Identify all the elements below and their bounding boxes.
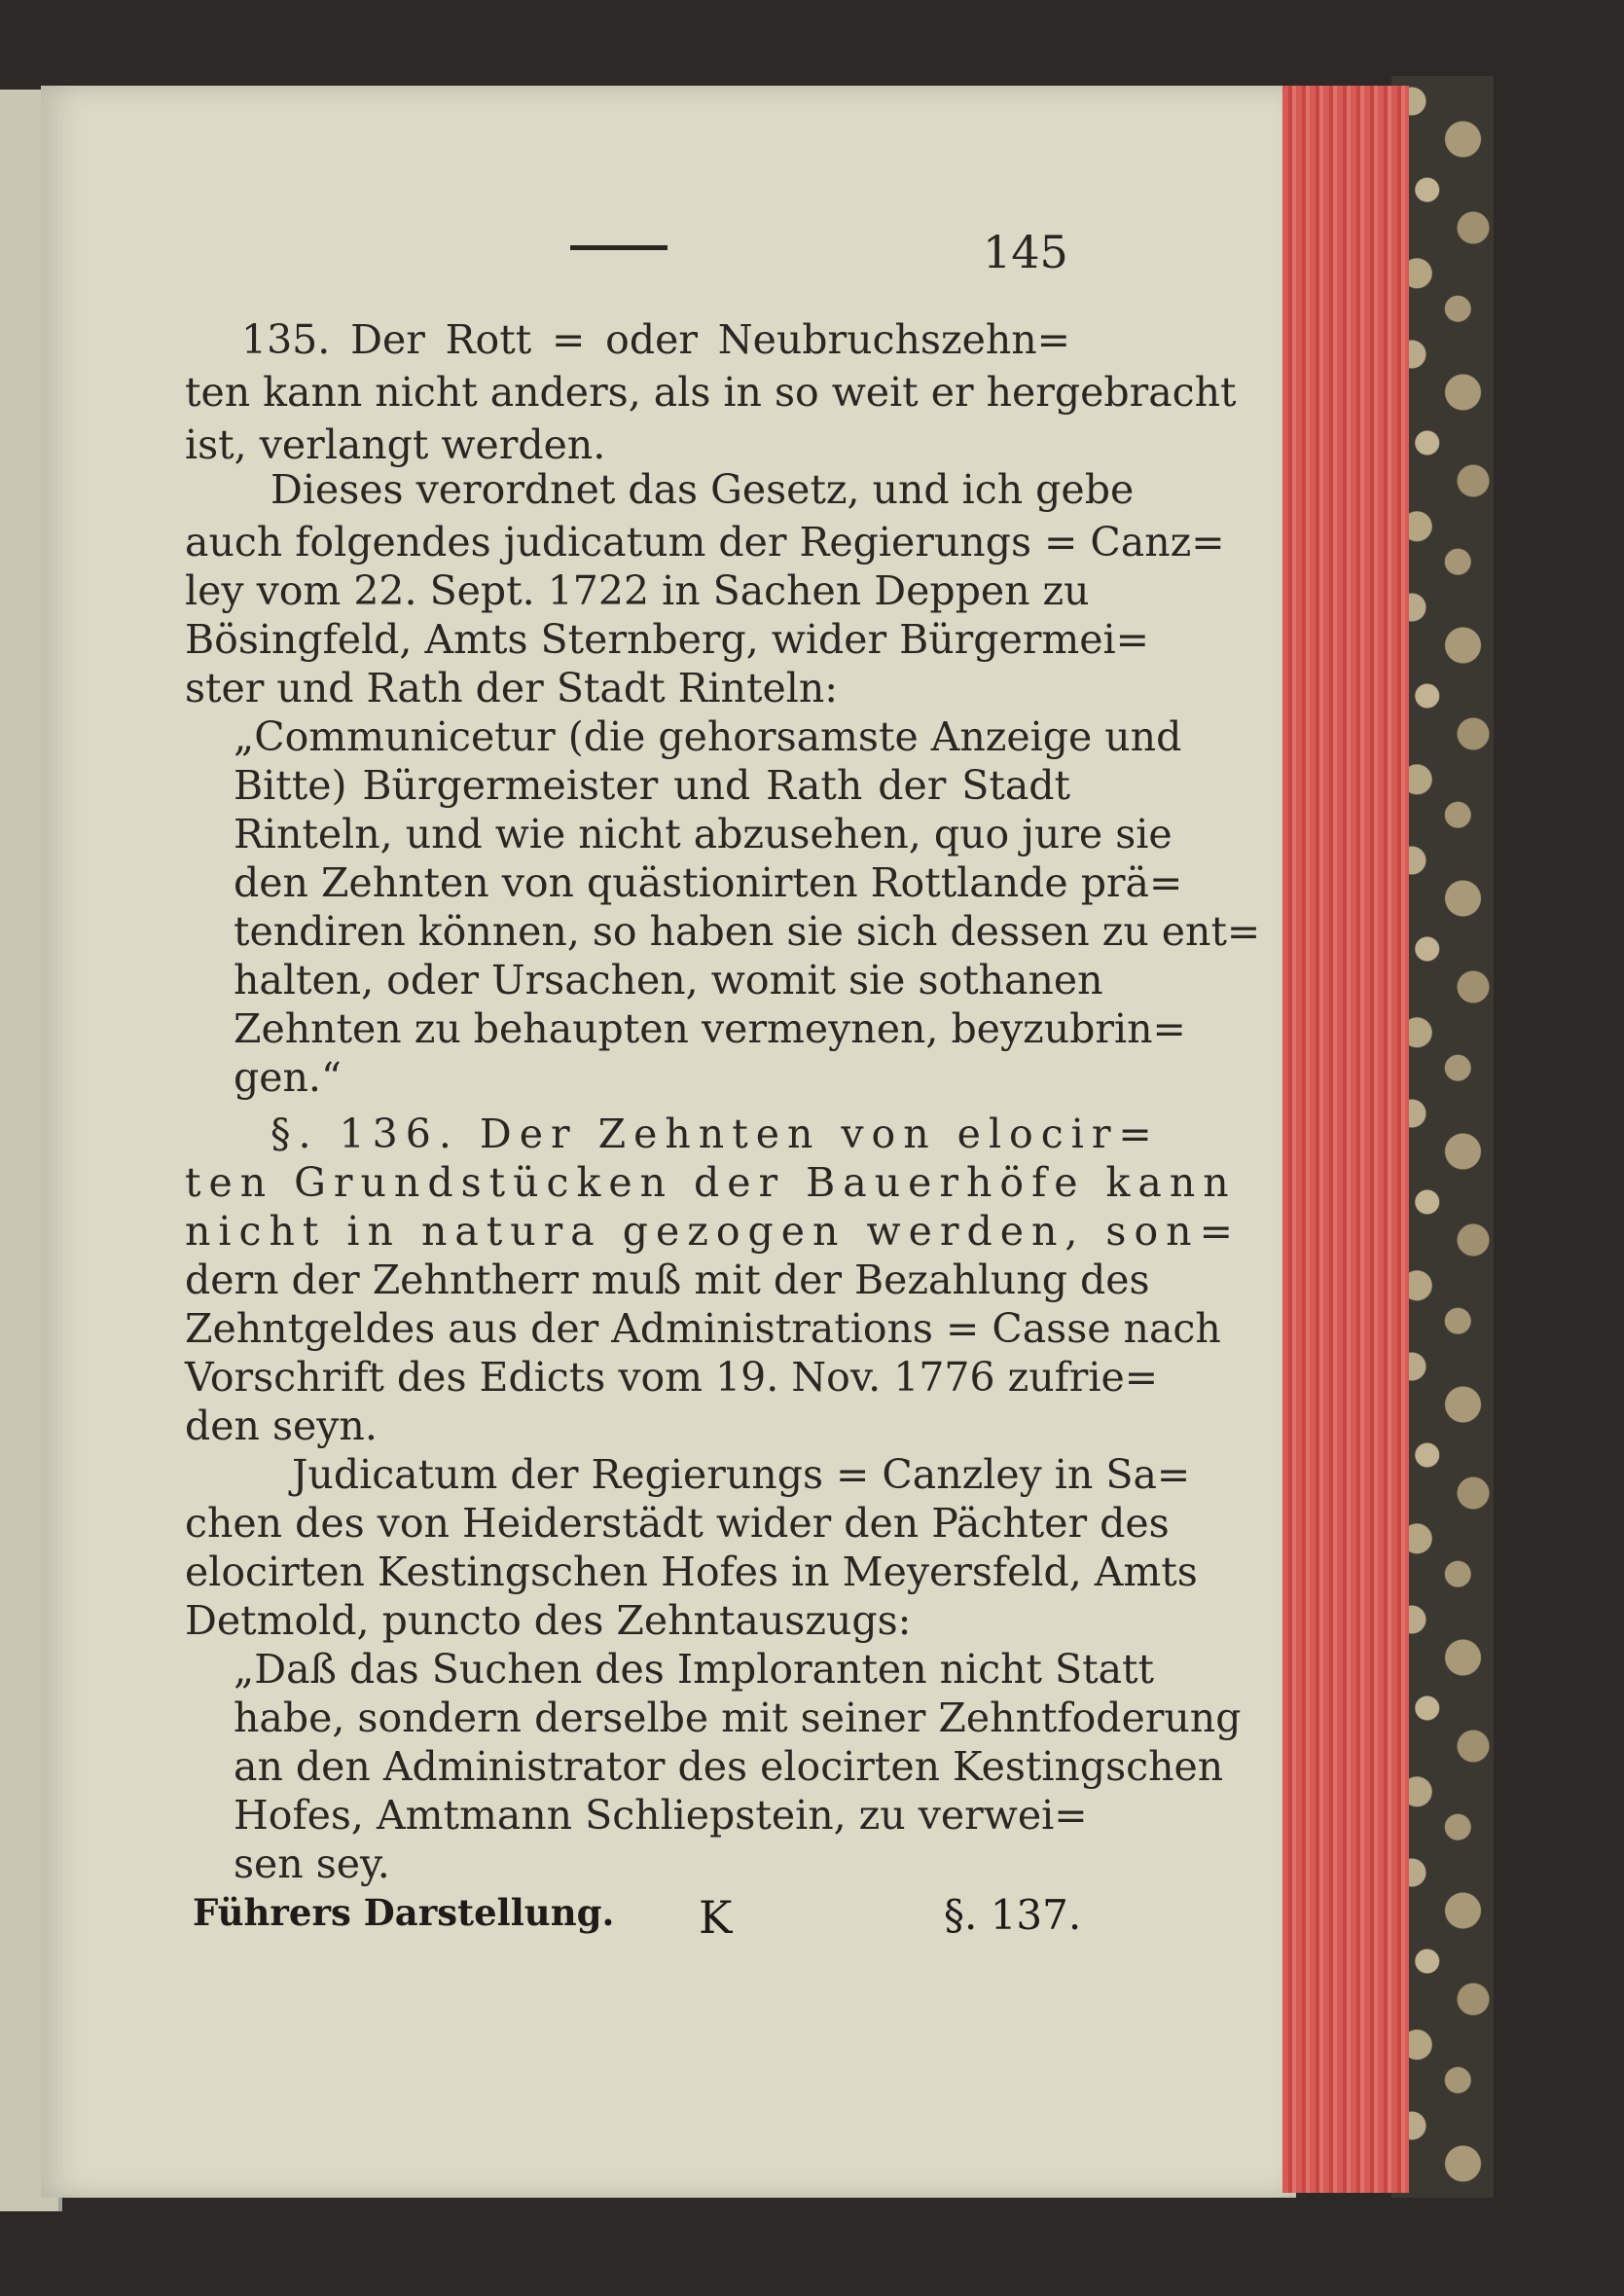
text-line: dern der Zehntherr muß mit der Bezahlung des [185, 1257, 1150, 1303]
text-line: nicht in natura gezogen werden, son= [185, 1208, 1241, 1255]
section-heading-line: §. 136. Der Zehnten von elocir= [271, 1111, 1160, 1157]
text-line: ten Grundstücken der Bauerhöfe kann [185, 1159, 1237, 1206]
text-line: 135. Der Rott = oder Neubruchszehn= [241, 316, 1070, 363]
text-line: ten kann nicht anders, als in so weit er hergebracht [185, 369, 1237, 416]
text-line: sen sey. [234, 1840, 390, 1887]
header-rule [570, 245, 668, 250]
text-line: elocirten Kestingschen Hofes in Meyersfeld, Amts [185, 1549, 1198, 1595]
text-line: tendiren können, so haben sie sich dessen zu ent= [234, 908, 1261, 955]
text-line: Zehnten zu behaupten vermeynen, beyzubrin= [234, 1005, 1186, 1052]
text-line: ster und Rath der Stadt Rinteln: [185, 665, 839, 711]
text-line: „Communicetur (die gehorsamste Anzeige und [234, 713, 1182, 760]
text-line: Bitte) Bürgermeister und Rath der Stadt [234, 762, 1070, 809]
text-line: Bösingfeld, Amts Sternberg, wider Bürgermei= [185, 616, 1149, 663]
text-line: den Zehnten von quästionirten Rottlande prä= [234, 859, 1183, 906]
text-line: „Daß das Suchen des Imploranten nicht Statt [234, 1646, 1154, 1693]
text-line: gen.“ [234, 1054, 342, 1101]
text-line: auch folgendes judicatum der Regierungs = Canz= [185, 519, 1225, 565]
text-line: habe, sondern derselbe mit seiner Zehntfoderung [234, 1695, 1242, 1741]
text-line: an den Administrator des elocirten Kestingschen [234, 1743, 1224, 1790]
text-line: Hofes, Amtmann Schliepstein, zu verwei= [234, 1792, 1088, 1839]
text-line: Vorschrift des Edicts vom 19. Nov. 1776 zufrie= [185, 1354, 1159, 1401]
text-line: Dieses verordnet das Gesetz, und ich gebe [271, 466, 1135, 513]
text-line: Zehntgeldes aus der Administrations = Casse nach [185, 1305, 1221, 1352]
text-line: halten, oder Ursachen, womit sie sothanen [234, 957, 1103, 1003]
catchword: §. 137. [944, 1891, 1082, 1939]
text-line: Rinteln, und wie nicht abzusehen, quo jure sie [234, 811, 1173, 857]
text-line: chen des von Heiderstädt wider den Pächter des [185, 1500, 1170, 1547]
text-line: Detmold, puncto des Zehntauszugs: [185, 1597, 912, 1644]
text-line: den seyn. [185, 1403, 378, 1449]
text-line: ley vom 22. Sept. 1722 in Sachen Deppen zu [185, 567, 1090, 614]
text-line: Judicatum der Regierungs = Canzley in Sa= [292, 1451, 1191, 1498]
signature-mark: K [699, 1891, 733, 1944]
footer-title: Führers Darstellung. [193, 1891, 615, 1934]
page-edges-red [1282, 86, 1409, 2193]
text-line: ist, verlangt werden. [185, 421, 606, 468]
page-number: 145 [983, 226, 1068, 278]
